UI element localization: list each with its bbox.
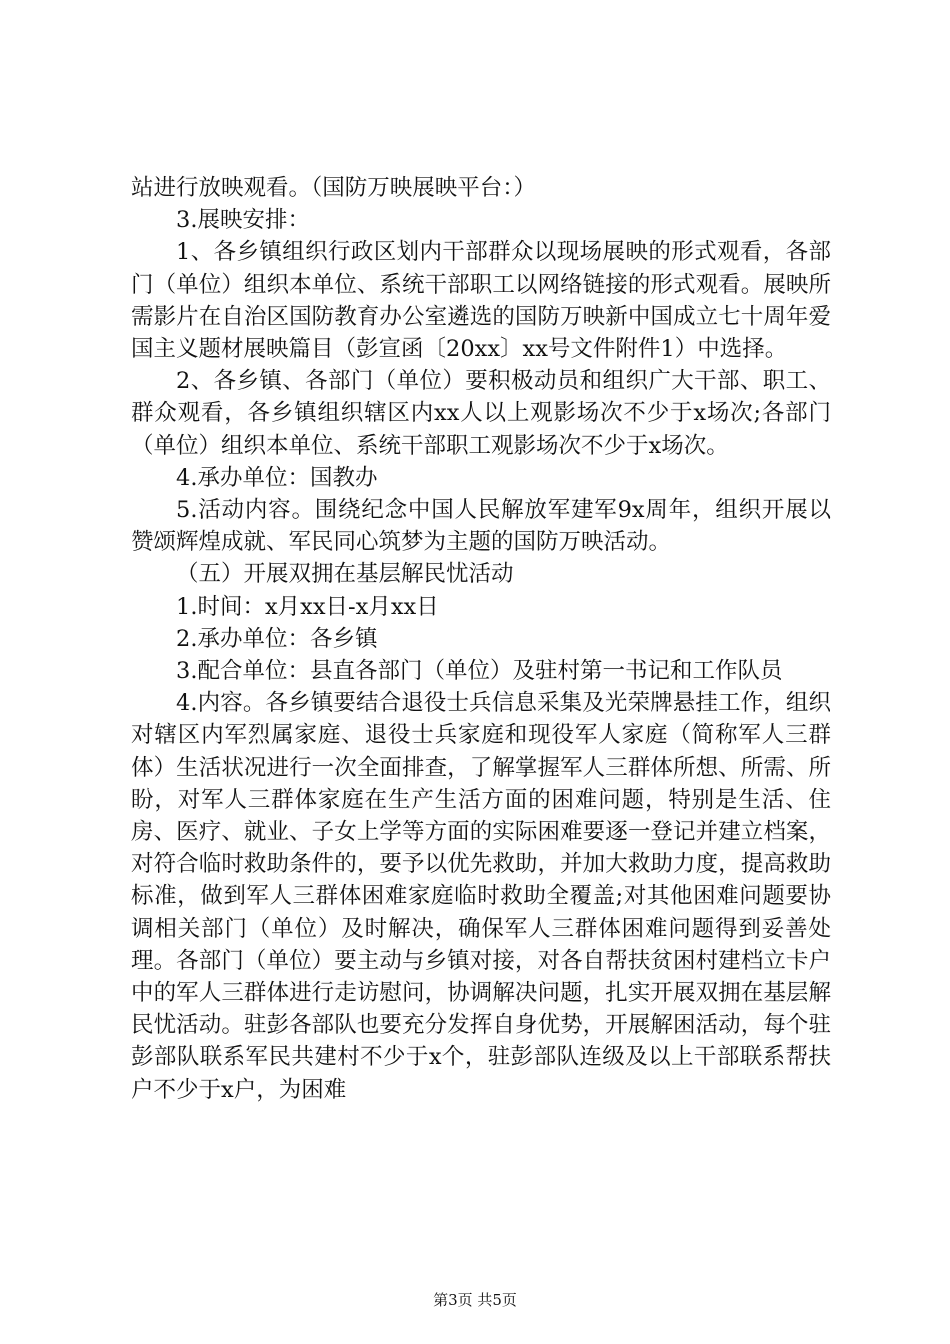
paragraph-activity-content: 5.活动内容。围绕纪念中国人民解放军建军9x周年，组织开展以赞颂辉煌成就、军民同心筑梦为主题的国防万映活动。 [131, 497, 831, 556]
paragraph-cooperating-units: 3.配合单位：县直各部门（单位）及驻村第一书记和工作队员 [176, 658, 783, 685]
section-heading-five: （五）开展双拥在基层解民忧活动 [176, 561, 514, 588]
paragraph-time: 1.时间：x月xx日-x月xx日 [176, 593, 439, 620]
paragraph-content-detail: 4.内容。各乡镇要结合退役士兵信息采集及光荣牌悬挂工作，组织对辖区内军烈属家庭、退役士兵家庭和现役军人家庭（简称军人三群体）生活状况进行一次全面排查，了解掌握军人三群体所想、所需、所盼，对军人三群体家庭在生产生活方面的困难问题，特别是生活、住房、医疗、就业、子女上学等方面的实际困难要逐一登记并建立档案，对符合临时救助条件的，要予以优先救助，并加大救助力度，提高救助标准，做到军人三群体困难家庭临时救助全覆盖;对其他困难问题要协调相关部门（单位）及时解决，确保军人三群体困难问题得到妥善处理。各部门（单位）要主动与乡镇对接，对各自帮扶贫困村建档立卡户中的军人三群体进行走访慰问，协调解决问题，扎实开展双拥在基层解民忧活动。驻彭各部队也要充分发挥自身优势，开展解困活动，每个驻彭部队联系军民共建村不少于x个，驻彭部队连级及以上干部联系帮扶户不少于x户，为困难 [131, 690, 831, 1103]
document-body [131, 172, 831, 1106]
paragraph-item-2: 2、各乡镇、各部门（单位）要积极动员和组织广大干部、职工、群众观看，各乡镇组织辖区内xx人以上观影场次不少于x场次;各部门（单位）组织本单位、系统干部职工观影场次不少于x场次。 [131, 368, 831, 459]
paragraph-continuation: 站进行放映观看。（国防万映展映平台：） [131, 175, 537, 201]
paragraph-host-unit: 4.承办单位：国教办 [176, 464, 378, 491]
paragraph-screening-schedule: 3.展映安排： [176, 207, 310, 234]
page-number-footer: 第3页 共5页 [433, 1291, 517, 1309]
paragraph-item-1: 1、各乡镇组织行政区划内干部群众以现场展映的形式观看，各部门（单位）组织本单位、系统干部职工以网络链接的形式观看。展映所需影片在自治区国防教育办公室遴选的国防万映新中国成立七十周年爱国主义题材展映篇目（彭宣函〔20xx〕xx号文件附件1）中选择。 [131, 239, 831, 363]
paragraph-host-towns: 2.承办单位：各乡镇 [176, 625, 378, 652]
